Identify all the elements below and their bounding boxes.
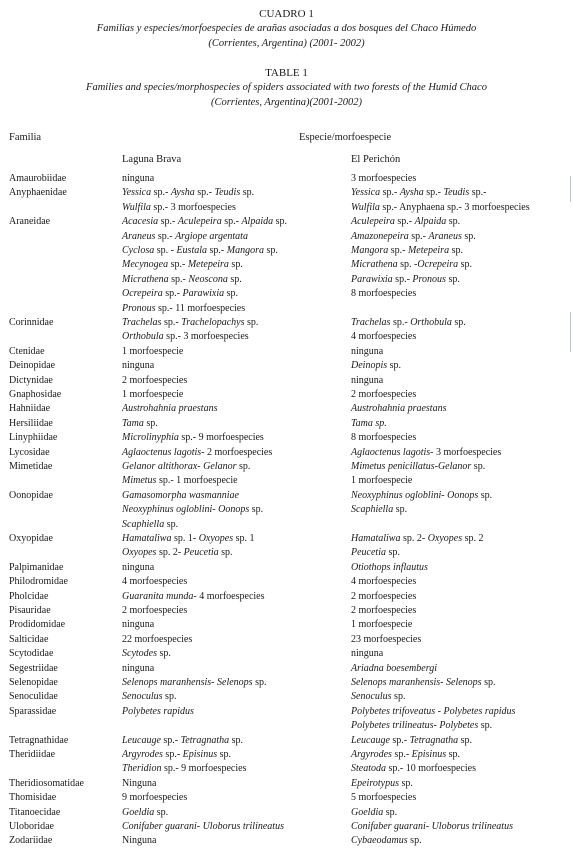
laguna-brava-cell: ninguna <box>122 360 155 372</box>
el-perichon-cell: Wulfila sp.- Anyphaena sp.- 3 morfoespecies <box>351 201 530 213</box>
laguna-brava-cell: ninguna <box>122 662 155 674</box>
family-name: Lycosidae <box>9 446 50 458</box>
laguna-brava-cell: Austrohahnia praestans <box>122 403 218 415</box>
el-perichon-cell: Tama sp. <box>351 417 387 429</box>
el-perichon-cell: Ariadna boesembergi <box>351 662 438 674</box>
table-label-es: CUADRO 1 <box>259 8 314 20</box>
laguna-brava-cell: Leucauge sp.- Tetragnatha sp. <box>122 734 244 746</box>
el-perichon-cell: Yessica sp.- Aysha sp.- Teudis sp.- <box>351 187 487 199</box>
laguna-brava-cell: Orthobula sp.- 3 morfoespecies <box>122 331 249 343</box>
el-perichon-cell: 5 morfoespecies <box>351 792 417 804</box>
el-perichon-cell: Peucetia sp. <box>351 547 400 559</box>
family-name: Tetragnathidae <box>9 734 69 746</box>
laguna-brava-cell: Acacesia sp.- Aculepeira sp.- Alpaida sp. <box>122 216 288 228</box>
el-perichon-cell: 4 morfoespecies <box>351 331 417 343</box>
laguna-brava-cell: 9 morfoespecies <box>122 792 188 804</box>
family-name: Pholcidae <box>9 590 49 602</box>
laguna-brava-cell: Tama sp. <box>122 417 158 429</box>
table-label-en: TABLE 1 <box>265 67 308 79</box>
family-name: Araneidae <box>9 216 51 228</box>
el-perichon-cell: Leucauge sp.- Tetragnatha sp. <box>351 734 473 746</box>
laguna-brava-cell: Mimetus sp.- 1 morfoespecie <box>122 475 238 487</box>
family-name: Oonopidae <box>9 489 53 501</box>
laguna-brava-cell: Senoculus sp. <box>122 691 177 703</box>
laguna-brava-cell: Scaphiella sp. <box>122 518 179 530</box>
family-name: Mimetidae <box>9 461 53 472</box>
el-perichon-cell: Aglaoctenus lagotis- 3 morfoespecies <box>351 446 502 458</box>
family-name: Hersiliidae <box>9 417 53 429</box>
laguna-brava-cell: Guaranita munda- 4 morfoespecies <box>122 590 265 602</box>
laguna-brava-cell: Wulfila sp.- 3 morfoespecies <box>122 201 236 213</box>
el-perichon-cell: 3 morfoespecies <box>351 173 417 184</box>
el-perichon-cell: Otiothops inflautus <box>351 561 428 573</box>
laguna-brava-cell: Ocrepeira sp.- Parawixia sp. <box>122 288 239 300</box>
laguna-brava-cell: 22 morfoespecies <box>122 633 193 645</box>
table-title-es-line2: (Corrientes, Argentina) (2001- 2002) <box>208 38 365 49</box>
el-perichon-cell: 1 morfoespecie <box>351 619 413 631</box>
laguna-brava-cell: ninguna <box>122 561 155 573</box>
el-perichon-cell: Polybetes trilineatus- Polybetes sp. <box>351 720 493 732</box>
family-name: Palpimanidae <box>9 561 64 573</box>
el-perichon-cell: Parawixia sp.- Pronous sp. <box>351 273 460 285</box>
laguna-brava-cell: Oxyopes sp. 2- Peucetia sp. <box>122 547 233 559</box>
column-header-especie: Especie/morfoespecie <box>299 132 392 143</box>
el-perichon-cell: 4 morfoespecies <box>351 576 417 588</box>
family-name: Deinopidae <box>9 360 56 372</box>
laguna-brava-cell: 2 morfoespecies <box>122 374 188 386</box>
laguna-brava-cell: Polybetes rapidus <box>122 705 194 717</box>
family-name: Scytodidae <box>9 648 54 660</box>
laguna-brava-cell: Gamasomorpha wasmanniae <box>122 489 239 501</box>
el-perichon-cell: Austrohahnia praestans <box>351 403 447 415</box>
family-name: Zodariidae <box>9 835 53 847</box>
family-name: Titanoecidae <box>9 806 61 818</box>
family-name: Sparassidae <box>9 705 57 717</box>
el-perichon-cell: Steatoda sp.- 10 morfoespecies <box>351 763 476 775</box>
el-perichon-cell: ninguna <box>351 374 384 386</box>
laguna-brava-cell: ninguna <box>122 173 155 184</box>
laguna-brava-cell: Neoxyphinus ogloblini- Oonops sp. <box>122 504 264 516</box>
el-perichon-cell: Polybetes trifoveatus - Polybetes rapidus <box>351 705 516 717</box>
el-perichon-cell: Selenops maranhensis- Selenops sp. <box>351 677 496 688</box>
column-header-laguna-brava: Laguna Brava <box>122 154 182 165</box>
family-name: Amaurobiidae <box>9 173 67 184</box>
el-perichon-cell: ninguna <box>351 345 384 357</box>
laguna-brava-cell: Selenops maranhensis- Selenops sp. <box>122 677 267 688</box>
el-perichon-cell: 8 morfoespecies <box>351 432 417 444</box>
laguna-brava-cell: Pronous sp.- 11 morfoespecies <box>122 302 246 314</box>
laguna-brava-cell: Micrathena sp.- Neoscona sp. <box>122 273 242 285</box>
family-name: Selenopidae <box>9 677 58 688</box>
laguna-brava-cell: Ninguna <box>122 835 157 847</box>
el-perichon-cell: 2 morfoespecies <box>351 605 417 616</box>
family-name: Pisauridae <box>9 605 51 616</box>
el-perichon-cell: Cybaeodamus sp. <box>351 835 422 847</box>
family-name: Theridiosomatidae <box>9 777 84 789</box>
el-perichon-cell: Epeirotypus sp. <box>351 777 413 789</box>
el-perichon-cell: Amazonepeira sp.- Araneus sp. <box>351 230 476 242</box>
el-perichon-cell: Goeldia sp. <box>351 806 398 818</box>
el-perichon-cell: Hamataliwa sp. 2- Oxyopes sp. 2 <box>351 533 484 544</box>
el-perichon-cell: Neoxyphinus ogloblini- Oonops sp. <box>351 489 493 501</box>
laguna-brava-cell: 4 morfoespecies <box>122 576 188 588</box>
family-name: Salticidae <box>9 633 49 645</box>
laguna-brava-cell: Conifaber guarani- Uloborus trilineatus <box>122 821 284 832</box>
family-name: Anyphaenidae <box>9 187 67 199</box>
laguna-brava-cell: Trachelas sp.- Trachelopachys sp. <box>122 317 259 328</box>
family-name: Uloboridae <box>9 821 54 832</box>
el-perichon-cell: Mangora sp.- Metepeira sp. <box>351 245 463 256</box>
family-name: Gnaphosidae <box>9 389 62 400</box>
el-perichon-cell: Micrathena sp. -Ocrepeira sp. <box>351 259 473 271</box>
laguna-brava-cell: Hamataliwa sp. 1- Oxyopes sp. 1 <box>122 533 255 544</box>
laguna-brava-cell: ninguna <box>122 619 155 631</box>
el-perichon-cell: 23 morfoespecies <box>351 633 422 645</box>
family-name: Linyphiidae <box>9 432 58 444</box>
el-perichon-cell: 1 morfoespecie <box>351 475 413 487</box>
family-name: Segestriidae <box>9 662 58 674</box>
page-edge-mark <box>570 312 571 352</box>
el-perichon-cell: Mimetus penicillatus-Gelanor sp. <box>351 461 486 472</box>
laguna-brava-cell: 2 morfoespecies <box>122 605 188 616</box>
table-title-es-line1: Familias y especies/morfoespecies de arañas asociadas a dos bosques del Chaco Húmedo <box>96 23 477 34</box>
laguna-brava-cell: Theridion sp.- 9 morfoespecies <box>122 763 247 775</box>
laguna-brava-cell: Microlinyphia sp.- 9 morfoespecies <box>122 432 264 444</box>
el-perichon-cell: Argyrodes sp.- Episinus sp. <box>351 749 461 760</box>
el-perichon-cell: 2 morfoespecies <box>351 389 417 400</box>
el-perichon-cell: Conifaber guarani- Uloborus trilineatus <box>351 821 513 832</box>
family-name: Dictynidae <box>9 374 53 386</box>
el-perichon-cell: Senoculus sp. <box>351 691 406 703</box>
laguna-brava-cell: Yessica sp.- Aysha sp.- Teudis sp. <box>122 187 255 199</box>
el-perichon-cell: 2 morfoespecies <box>351 590 417 602</box>
family-name: Thomisidae <box>9 792 57 804</box>
family-name: Hahniidae <box>9 403 51 415</box>
page-edge-mark <box>570 176 571 202</box>
el-perichon-cell: 8 morfoespecies <box>351 288 417 300</box>
family-name: Oxyopidae <box>9 533 53 544</box>
column-header-familia: Familia <box>9 132 42 143</box>
laguna-brava-cell: Goeldia sp. <box>122 806 169 818</box>
family-name: Prodidomidae <box>9 619 66 631</box>
laguna-brava-cell: Araneus sp.- Argiope argentata <box>122 230 248 242</box>
laguna-brava-cell: Ninguna <box>122 777 157 789</box>
family-name: Ctenidae <box>9 345 45 357</box>
el-perichon-cell: Scaphiella sp. <box>351 504 408 516</box>
laguna-brava-cell: Gelanor altithorax- Gelanor sp. <box>122 461 251 472</box>
laguna-brava-cell: 1 morfoespecie <box>122 345 184 357</box>
el-perichon-cell: Aculepeira sp.- Alpaida sp. <box>351 216 461 228</box>
family-name: Theridiidae <box>9 749 56 760</box>
family-name: Senoculidae <box>9 691 58 703</box>
column-header-el-perichon: El Perichón <box>351 154 401 165</box>
el-perichon-cell: Deinopis sp. <box>351 360 402 372</box>
laguna-brava-cell: Argyrodes sp.- Episinus sp. <box>122 749 232 760</box>
laguna-brava-cell: Aglaoctenus lagotis- 2 morfoespecies <box>122 446 273 458</box>
table-title-en-line2: (Corrientes, Argentina)(2001-2002) <box>210 97 363 108</box>
laguna-brava-cell: Mecynogea sp.- Metepeira sp. <box>122 259 243 271</box>
laguna-brava-cell: Cyclosa sp. - Eustala sp.- Mangora sp. <box>122 245 278 256</box>
family-name: Corinnidae <box>9 317 54 328</box>
laguna-brava-cell: Scytodes sp. <box>122 648 171 660</box>
family-name: Philodromidae <box>9 576 68 588</box>
el-perichon-cell: Trachelas sp.- Orthobula sp. <box>351 317 466 328</box>
table-title-en-line1: Families and species/morphospecies of spiders associated with two forests of the Humid Chaco <box>86 82 487 93</box>
laguna-brava-cell: 1 morfoespecie <box>122 389 184 400</box>
el-perichon-cell: ninguna <box>351 648 384 660</box>
